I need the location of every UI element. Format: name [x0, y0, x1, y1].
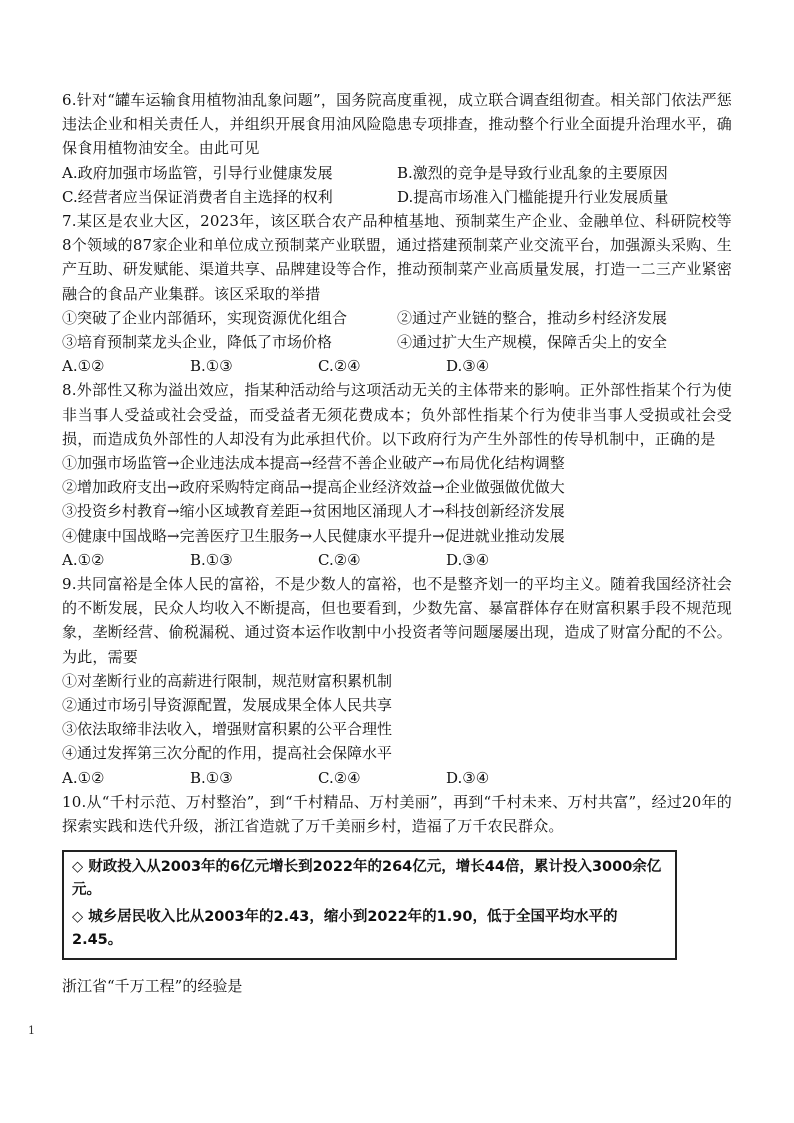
option-row — [62, 161, 732, 185]
option-d: D.③④ — [446, 357, 490, 376]
option-b: B.①③ — [190, 768, 233, 787]
statement-row — [62, 330, 732, 354]
question-9-stem: 9.共同富裕是全体人民的富裕，不是少数人的富裕，也不是整齐划一的平均主义。随着我国经济社会的不断发展，民众人均收入不断提高，但也要看到，少数先富、暴富群体存在财富积累手段不规范现象，垄断经营、偷税漏税、通过资本运作收割中小投资者等问题屡屡出现，造成了财富分配的不公。为此，需要 — [62, 575, 732, 666]
page-number: 1 — [28, 1024, 35, 1037]
statement-1: ①加强市场监管→企业违法成本提高→经营不善企业破产→布局优化结构调整 — [62, 454, 565, 473]
option-a: A.①② — [62, 357, 105, 376]
option-c: C.②④ — [318, 357, 361, 376]
question-9 — [62, 572, 732, 790]
question-7 — [62, 209, 732, 378]
statement-row — [62, 306, 732, 330]
question-7-stem: 7.某区是农业大区，2023年，该区联合农产品种植基地、预制菜生产企业、金融单位、科研院校等8个领域的87家企业和单位成立预制菜产业联盟，通过搭建预制菜产业交流平台，加强源头采购、生产互助、研发赋能、渠道共享、品牌建设等合作，推动预制菜产业高质量发展，打造一二三产业紧密融合的食品产业集群。该区采取的举措 — [62, 212, 732, 303]
material-item-fiscal: ◇ 财政投入从2003年的6亿元增长到2022年的264亿元，增长44倍，累计投入3000余亿元。 — [72, 859, 662, 899]
question-6-stem: 6.针对“罐车运输食用植物油乱象问题”，国务院高度重视，成立联合调查组彻查。相关部门依法严惩违法企业和相关责任人，并组织开展食用油风险隐患专项排查，推动整个行业全面提升治理水平，确保食用植物油安全。由此可见 — [62, 91, 732, 158]
question-10 — [62, 790, 732, 998]
option-row — [62, 354, 732, 378]
option-a: A.①② — [62, 550, 105, 569]
option-a: A.①② — [62, 768, 105, 787]
option-d: D.③④ — [446, 550, 490, 569]
statement-2: ②增加政府支出→政府采购特定商品→提高企业经济效益→企业做强做优做大 — [62, 478, 565, 497]
option-b: B.激烈的竞争是导致行业乱象的主要原因 — [397, 163, 668, 182]
option-d: D.提高市场准入门槛能提升行业发展质量 — [397, 187, 669, 206]
material-box — [62, 850, 677, 960]
statement-1: ①突破了企业内部循环，实现资源优化组合 — [62, 308, 348, 327]
statement-3: ③培育预制菜龙头企业，降低了市场价格 — [62, 333, 333, 352]
statement-4: ④通过扩大生产规模，保障舌尖上的安全 — [397, 333, 668, 352]
statement-4: ④通过发挥第三次分配的作用，提高社会保障水平 — [62, 744, 393, 763]
statement-3: ③依法取缔非法收入，增强财富积累的公平合理性 — [62, 720, 393, 739]
option-c: C.②④ — [318, 550, 361, 569]
option-row — [62, 185, 732, 209]
option-b: B.①③ — [190, 550, 233, 569]
option-c: C.②④ — [318, 768, 361, 787]
statement-2: ②通过市场引导资源配置，发展成果全体人民共享 — [62, 696, 393, 715]
option-a: A.政府加强市场监管，引导行业健康发展 — [62, 163, 333, 182]
option-b: B.①③ — [190, 357, 233, 376]
material-item-income-ratio: ◇ 城乡居民收入比从2003年的2.43，缩小到2022年的1.90，低于全国平均水平的2.45。 — [72, 909, 618, 949]
question-8-stem: 8.外部性又称为溢出效应，指某种活动给与这项活动无关的主体带来的影响。正外部性指某个行为使非当事人受益或社会受益，而受益者无须花费成本；负外部性指某个行为使非当事人受损或社会受损，而造成负外部性的人却没有为此承担代价。以下政府行为产生外部性的传导机制中，正确的是 — [62, 381, 732, 448]
statement-4: ④健康中国战略→完善医疗卫生服务→人民健康水平提升→促进就业推动发展 — [62, 526, 565, 545]
statement-2: ②通过产业链的整合，推动乡村经济发展 — [397, 308, 668, 327]
option-c: C.经营者应当保证消费者自主选择的权利 — [62, 187, 333, 206]
question-8 — [62, 378, 732, 572]
statement-1: ①对垄断行业的高薪进行限制，规范财富积累机制 — [62, 671, 393, 690]
question-10-stem: 10.从“千村示范、万村整治”，到“千村精品、万村美丽”，再到“千村未来、万村共富”，经过20年的探索实践和迭代升级，浙江省造就了万千美丽乡村，造福了万千农民群众。 — [62, 792, 732, 836]
option-row — [62, 548, 732, 572]
question-6 — [62, 88, 732, 209]
option-d: D.③④ — [446, 768, 490, 787]
option-row — [62, 766, 732, 790]
statement-3: ③投资乡村教育→缩小区域教育差距→贫困地区涌现人才→科技创新经济发展 — [62, 502, 565, 521]
question-10-prompt: 浙江省“千万工程”的经验是 — [62, 977, 243, 996]
